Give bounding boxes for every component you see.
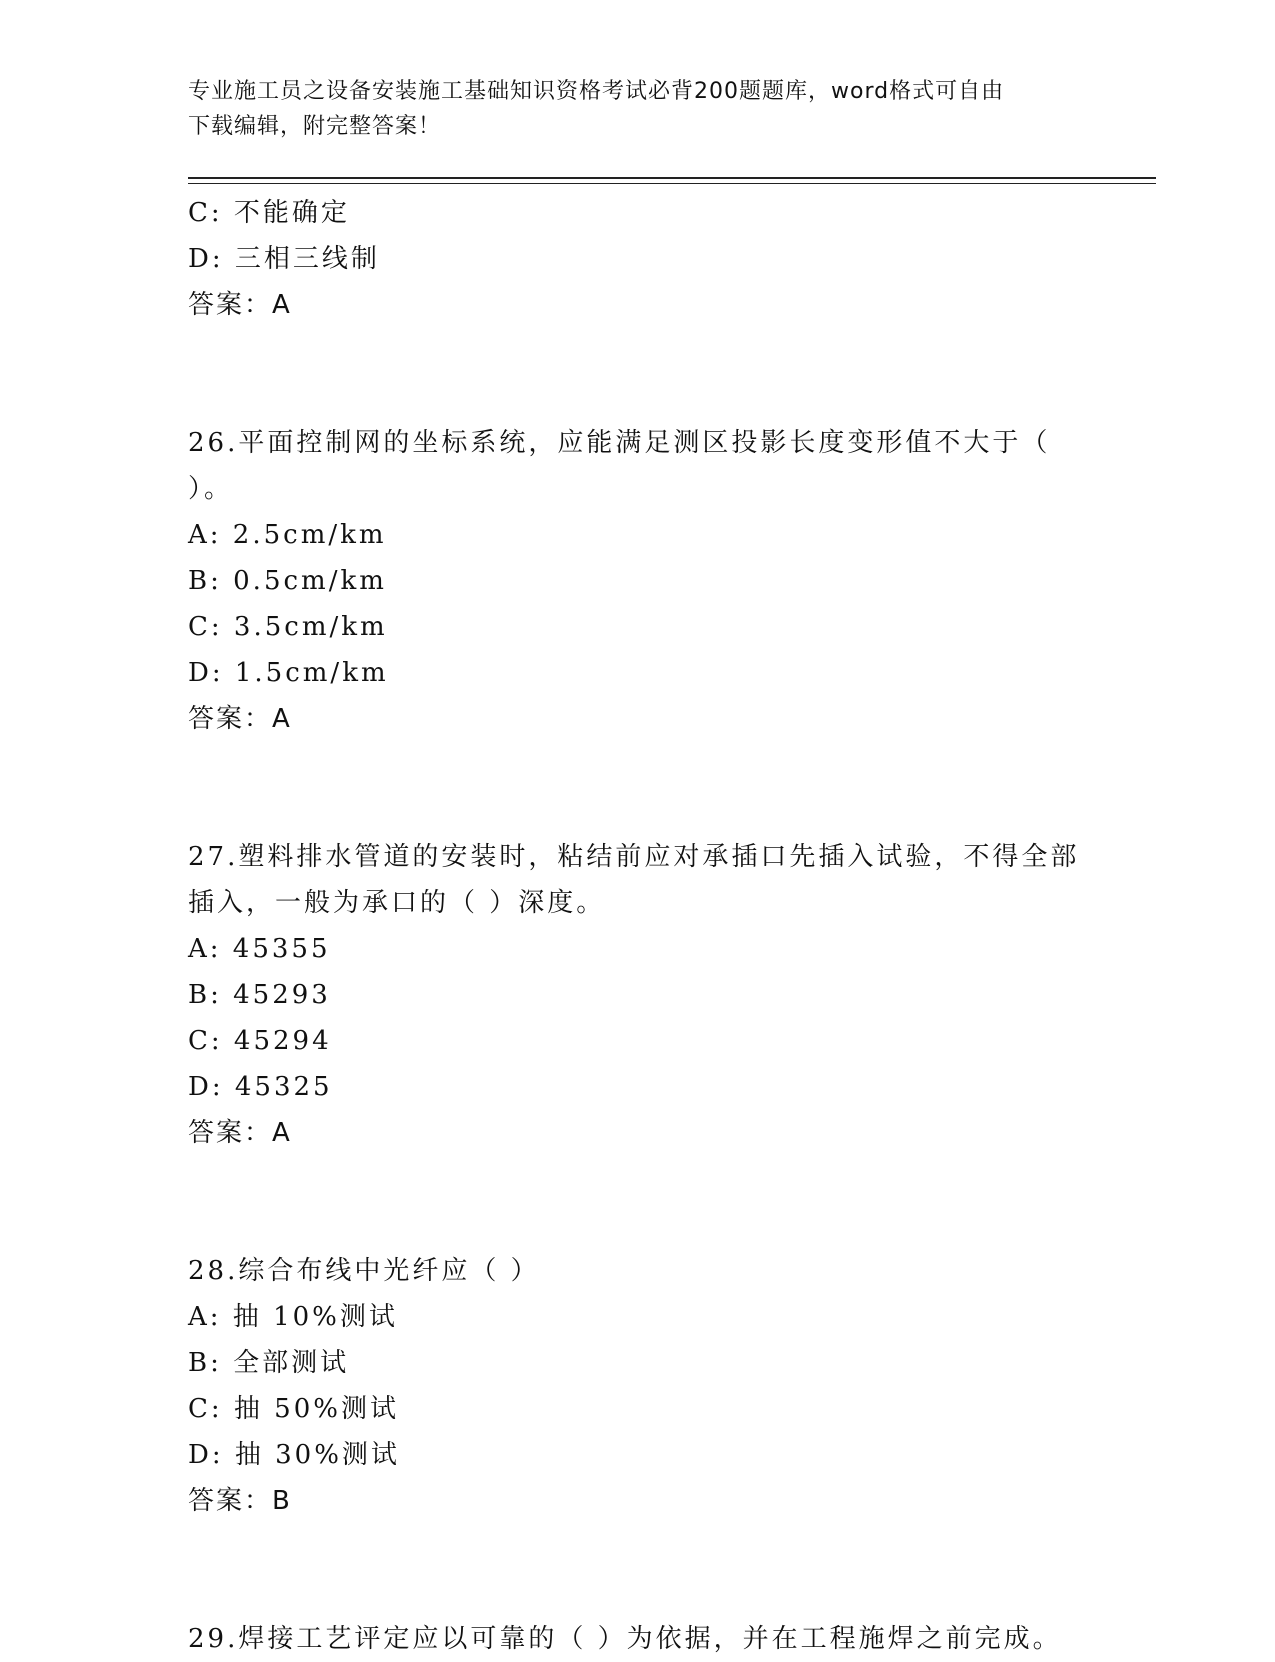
q27-option-d: D: 45325 [188, 1072, 333, 1102]
q27-option-a: A: 45355 [188, 934, 331, 964]
q27-option-c: C: 45294 [188, 1026, 332, 1056]
q27-stem-line-1: 27.塑料排水管道的安装时，粘结前应对承插口先插入试验，不得全部 [188, 842, 1080, 872]
q28-option-a: A: 抽 10%测试 [188, 1302, 398, 1332]
q26-stem-line-1: 26.平面控制网的坐标系统，应能满足测区投影长度变形值不大于（ [188, 428, 1051, 458]
header-title-line-2: 下载编辑，附完整答案！ [188, 114, 442, 139]
document-header [188, 74, 1068, 144]
q27-answer: 答案：A [188, 1118, 292, 1148]
q26-option-b: B: 0.5cm/km [188, 566, 387, 596]
question-25 [188, 190, 1088, 328]
spacer [188, 328, 1088, 420]
header-divider-thin [188, 183, 1156, 184]
question-28 [188, 1248, 1088, 1524]
q29-stem-line-1: 29.焊接工艺评定应以可靠的（ ）为依据，并在工程施焊之前完成。 [188, 1624, 1062, 1654]
q25-answer: 答案：A [188, 290, 292, 320]
q26-option-d: D: 1.5cm/km [188, 658, 389, 688]
q25-option-d: D: 三相三线制 [188, 244, 380, 274]
q26-option-c: C: 3.5cm/km [188, 612, 388, 642]
q28-option-c: C: 抽 50%测试 [188, 1394, 399, 1424]
q26-answer: 答案：A [188, 704, 292, 734]
question-29 [188, 1616, 1088, 1662]
q28-option-d: D: 抽 30%测试 [188, 1440, 400, 1470]
spacer [188, 742, 1088, 834]
question-27 [188, 834, 1088, 1156]
spacer [188, 1524, 1088, 1616]
q28-answer: 答案：B [188, 1486, 292, 1516]
q26-option-a: A: 2.5cm/km [188, 520, 387, 550]
question-list [188, 190, 1088, 1662]
q25-option-c: C: 不能确定 [188, 198, 350, 228]
header-title-line-1: 专业施工员之设备安装施工基础知识资格考试必背200题题库，word格式可自由 [188, 79, 1005, 104]
q27-option-b: B: 45293 [188, 980, 331, 1010]
q27-stem-line-2: 插入，一般为承口的（ ）深度。 [188, 888, 606, 918]
q26-stem-line-2: ）。 [188, 474, 234, 504]
spacer [188, 1156, 1088, 1248]
q28-option-b: B: 全部测试 [188, 1348, 350, 1378]
header-divider-thick [188, 177, 1156, 179]
question-26 [188, 420, 1088, 742]
q28-stem-line-1: 28.综合布线中光纤应（ ） [188, 1256, 540, 1286]
